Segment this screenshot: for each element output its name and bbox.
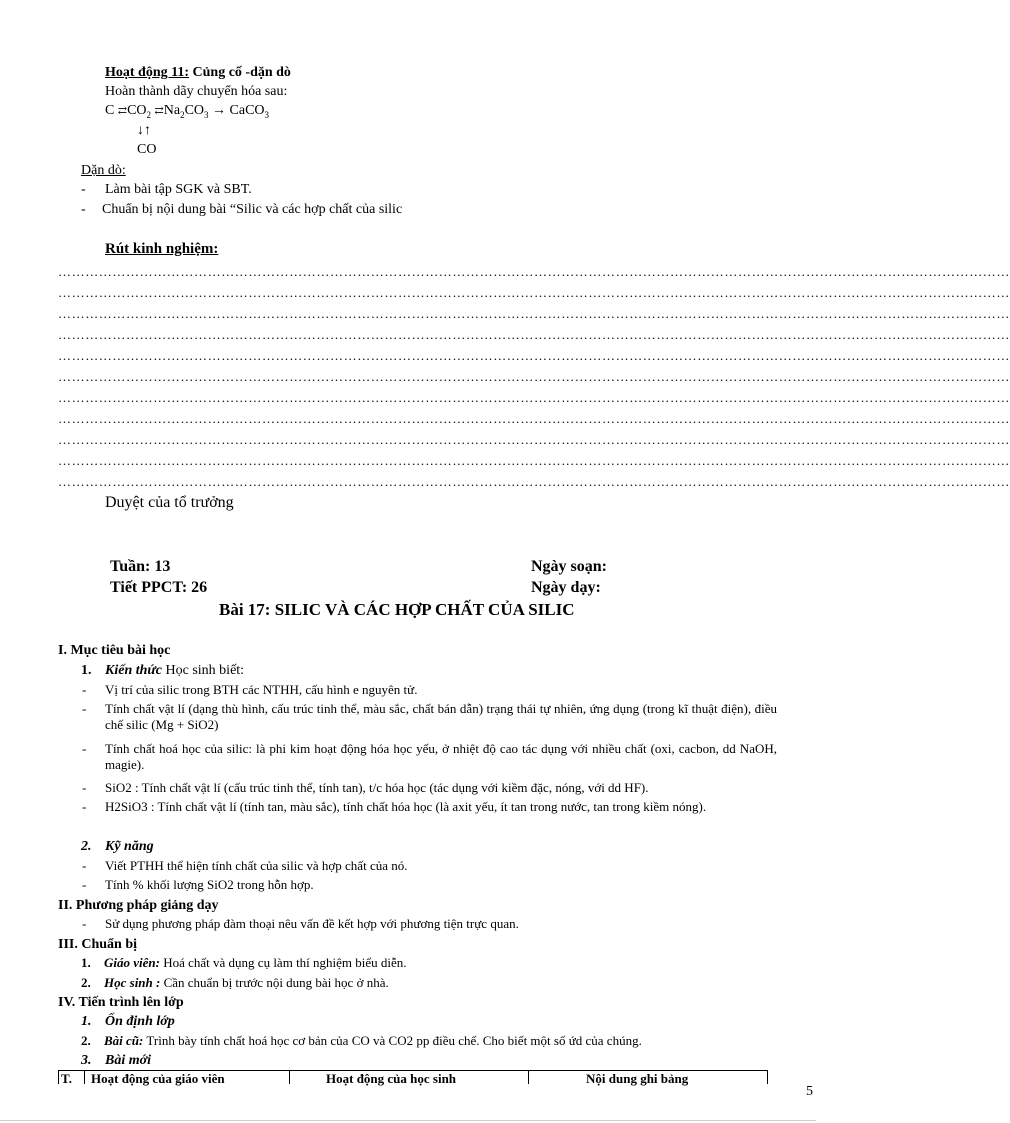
activity-heading xyxy=(105,64,291,81)
prep-teacher-num: 1. xyxy=(81,955,91,970)
section-preparation: III. Chuẩn bị xyxy=(58,937,137,952)
process-step-2-title: Bài cũ: xyxy=(104,1033,144,1048)
process-step-3-num: 3. xyxy=(81,1053,92,1068)
prep-teacher-title: Giáo viên: xyxy=(104,955,160,970)
dotted-line: ………………………………………………………………………………………………………………………………………………………………………………………… xyxy=(58,369,1010,384)
table-col-content: Nội dung ghi bảng xyxy=(586,1071,689,1086)
page-bottom-edge xyxy=(0,1120,816,1121)
prep-date: Ngày soạn: xyxy=(531,558,608,575)
process-step-1-title: Ổn định lớp xyxy=(105,1014,175,1029)
skill-item: Tính % khối lượng SiO2 trong hỗn hợp. xyxy=(105,877,314,892)
process-step-2-num: 2. xyxy=(81,1033,91,1048)
objective-item: H2SiO3 : Tính chất vật lí (tính tan, màu sắc), tính chất hóa học (là axit yếu, ít tan trong nước, tan trong kiềm nóng). xyxy=(105,799,707,814)
knowledge-rest: Học sinh biết: xyxy=(162,663,245,678)
teach-date: Ngày dạy: xyxy=(531,579,601,596)
conversion-chain: C $⇄CO_2$ $⇄Na_2CO_3$ → CaCO$_3$ xyxy=(105,103,270,120)
process-step-3-title: Bài mới xyxy=(105,1053,152,1068)
bullet: - xyxy=(82,741,87,756)
prep-teacher xyxy=(81,955,407,971)
bullet: - xyxy=(82,916,87,931)
experience-heading: Rút kinh nghiệm: xyxy=(105,241,219,257)
bullet: - xyxy=(82,701,87,716)
dotted-line: ………………………………………………………………………………………………………………………………………………………………………………………… xyxy=(58,474,1010,489)
section-objectives: I. Mục tiêu bài học xyxy=(58,643,171,658)
chain-arrow-1: ⇄ xyxy=(117,105,128,117)
dotted-line: ………………………………………………………………………………………………………………………………………………………………………………………… xyxy=(58,453,1010,468)
section-process: IV. Tiến trình lên lớp xyxy=(58,995,184,1010)
dotted-line: ………………………………………………………………………………………………………………………………………………………………………………………… xyxy=(58,348,1010,363)
approval-text: Duyệt của tổ trưởng xyxy=(105,494,234,511)
table-col-t: T. xyxy=(61,1071,72,1086)
chain-c: C xyxy=(105,103,115,118)
knowledge-heading xyxy=(81,662,244,679)
bullet: - xyxy=(82,780,87,795)
skills-heading xyxy=(81,838,154,855)
chain-arrow-2: ⇄ xyxy=(154,105,164,117)
dotted-line: ………………………………………………………………………………………………………………………………………………………………………………………… xyxy=(58,306,1010,321)
chain-co2: CO xyxy=(127,103,147,118)
chain-updown-arrow: ↓↑ xyxy=(137,123,151,138)
objective-item: Vị trí của silic trong BTH các NTHH, cấu hình e nguyên tử. xyxy=(105,682,418,697)
process-step-2 xyxy=(81,1033,642,1049)
activity-heading-title: Củng cố -dặn dò xyxy=(189,65,291,80)
dotted-line: ………………………………………………………………………………………………………………………………………………………………………………………… xyxy=(58,390,1010,405)
lesson-title: Bài 17: SILIC VÀ CÁC HỢP CHẤT CỦA SILIC xyxy=(219,600,575,619)
objective-item: SiO2 : Tính chất vật lí (cấu trúc tinh thể, tính tan), t/c hóa học (tác dụng với kiềm đặc, nóng, với dd HF). xyxy=(105,780,649,795)
method-item: Sử dụng phương pháp đàm thoại nêu vấn đề kết hợp với phương tiện trực quan. xyxy=(105,916,519,931)
skills-title: Kỹ năng xyxy=(105,839,154,854)
prep-student-num: 2. xyxy=(81,975,91,990)
objective-item: Tính chất vật lí (dạng thù hình, cấu trúc tinh thể, màu sắc, chất bán dẫn) trạng thái tự nhiên, ứng dụng (trong kĩ thuật điện), điều chế silic (Mg + SiO2) xyxy=(105,701,777,732)
prep-teacher-rest: Hoá chất và dụng cụ làm thí nghiệm biểu diễn. xyxy=(159,955,407,970)
dotted-line: ………………………………………………………………………………………………………………………………………………………………………………………… xyxy=(58,285,1010,300)
process-step-1-num: 1. xyxy=(81,1014,92,1029)
week-label: Tuần: 13 xyxy=(110,558,171,575)
bullet: - xyxy=(82,858,87,873)
skills-num: 2. xyxy=(81,839,92,854)
activity-instruction: Hoàn thành dãy chuyển hóa sau: xyxy=(105,84,288,99)
chain-co: CO xyxy=(137,142,157,157)
dotted-line: ………………………………………………………………………………………………………………………………………………………………………………………… xyxy=(58,411,1010,426)
homework-item-text: Làm bài tập SGK và SBT. xyxy=(105,182,252,197)
homework-item: - xyxy=(81,202,86,217)
process-step-2-rest: Trình bày tính chất hoá học cơ bản của CO và CO2 pp điều chế. Cho biết một số ứd của chúng. xyxy=(143,1033,642,1048)
table-col-student: Hoạt động của học sinh xyxy=(326,1071,457,1086)
chain-caco3: CaCO xyxy=(229,103,265,118)
section-methods: II. Phương pháp giảng dạy xyxy=(58,898,219,913)
process-step-3 xyxy=(81,1052,151,1069)
page-number: 5 xyxy=(806,1084,813,1099)
bullet: - xyxy=(82,877,87,892)
process-step-1 xyxy=(81,1013,175,1030)
bullet: - xyxy=(82,682,87,697)
table-header-row xyxy=(58,1071,768,1086)
activity-heading-label: Hoạt động 11: xyxy=(105,65,190,80)
homework-item-text: Chuẩn bị nội dung bài “Silic và các hợp chất của silic xyxy=(102,202,403,217)
period-label: Tiết PPCT: 26 xyxy=(110,579,208,596)
prep-student xyxy=(81,975,389,991)
homework-label: Dặn dò: xyxy=(81,163,126,178)
dotted-line: ………………………………………………………………………………………………………………………………………………………………………………………… xyxy=(58,432,1010,447)
table-col-teacher: Hoạt động của giáo viên xyxy=(91,1071,225,1086)
prep-student-title: Học sinh : xyxy=(104,975,161,990)
knowledge-title: Kiến thức xyxy=(105,663,163,678)
homework-item: - xyxy=(81,182,86,197)
objective-item: Tính chất hoá học của silic: là phi kim hoạt động hóa học yếu, ở nhiệt độ cao tác dụng với nhiều chất (oxi, cacbon, dd NaOH, magie). xyxy=(105,741,777,772)
chain-arrow-right: → xyxy=(212,103,227,118)
dotted-line: ………………………………………………………………………………………………………………………………………………………………………………………… xyxy=(58,264,1010,279)
chain-na2co3: Na xyxy=(163,103,181,118)
knowledge-num: 1. xyxy=(81,663,92,678)
dotted-line: ………………………………………………………………………………………………………………………………………………………………………………………… xyxy=(58,327,1010,342)
bullet: - xyxy=(82,799,87,814)
skill-item: Viết PTHH thể hiện tính chất của silic và hợp chất của nó. xyxy=(105,858,408,873)
prep-student-rest: Cần chuẩn bị trước nội dung bài học ở nhà. xyxy=(160,975,389,990)
